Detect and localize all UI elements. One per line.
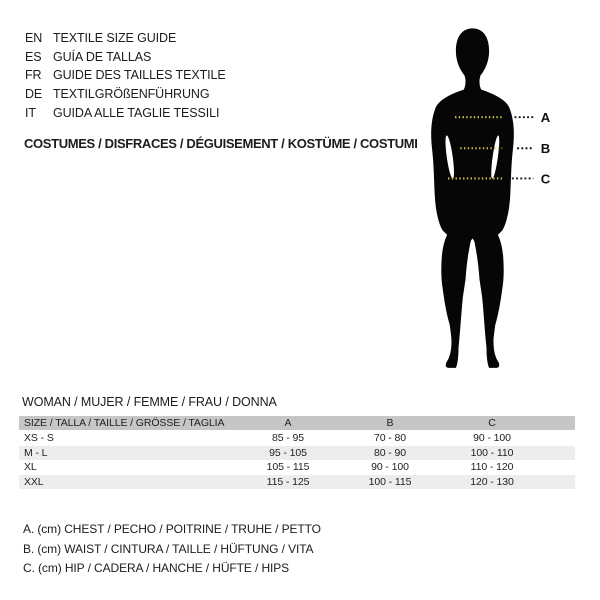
measurement-legend xyxy=(23,520,321,579)
list-item xyxy=(25,29,226,48)
list-item xyxy=(25,104,226,123)
legend-line-waist: B. (cm) WAIST / CINTURA / TAILLE / HÜFTUNG / VITA xyxy=(23,541,314,556)
chest-cell: 115 - 125 xyxy=(266,475,310,488)
table-row xyxy=(19,475,575,490)
waist-cell: 90 - 100 xyxy=(371,461,409,474)
hip-cell: 110 - 120 xyxy=(470,461,514,474)
language-list xyxy=(25,29,226,123)
hip-cell: 100 - 110 xyxy=(470,446,514,459)
size-cell: XS - S xyxy=(24,432,54,445)
list-item xyxy=(25,66,226,85)
legend-line-hip: C. (cm) HIP / CADERA / HANCHE / HÜFTE / HIPS xyxy=(23,561,290,575)
language-label: TEXTILE SIZE GUIDE xyxy=(53,31,177,45)
hip-cell: 120 - 130 xyxy=(470,475,514,488)
legend-line-chest: A. (cm) CHEST / PECHO / POITRINE / TRUHE / PETTO xyxy=(23,522,321,536)
language-label: TEXTILGRÖßENFÜHRUNG xyxy=(53,87,210,102)
woman-silhouette xyxy=(431,28,514,368)
size-table xyxy=(19,416,575,489)
section-title-woman: WOMAN / MUJER / FEMME / FRAU / DONNA xyxy=(22,395,277,409)
table-row xyxy=(19,460,575,475)
category-title: COSTUMES / DISFRACES / DÉGUISEMENT / KOSTÜME / COSTUMI xyxy=(24,136,418,151)
table-header-row xyxy=(19,416,575,430)
table-header-col-b: B xyxy=(386,417,394,429)
language-label: GUIDE DES TAILLES TEXTILE xyxy=(53,68,226,83)
waist-cell: 80 - 90 xyxy=(374,446,406,459)
size-cell: XL xyxy=(24,461,37,474)
size-cell: XXL xyxy=(24,475,44,488)
list-item xyxy=(25,85,226,104)
table-header-size: SIZE / TALLA / TAILLE / GRÖSSE / TAGLIA xyxy=(24,417,225,429)
waist-cell: 70 - 80 xyxy=(374,432,406,445)
table-header-col-a: A xyxy=(284,417,292,429)
table-header-col-c: C xyxy=(488,417,496,429)
chest-cell: 85 - 95 xyxy=(272,432,304,445)
size-cell: M - L xyxy=(24,446,48,459)
language-code: DE xyxy=(25,87,43,102)
list-item xyxy=(25,48,226,67)
woman-figure xyxy=(420,24,560,374)
table-row xyxy=(19,431,575,446)
language-code: FR xyxy=(25,68,42,83)
language-code: EN xyxy=(25,31,43,45)
measure-label-c: C xyxy=(540,171,551,187)
language-code: ES xyxy=(25,49,42,64)
language-code: IT xyxy=(25,105,36,120)
language-label: GUÍA DE TALLAS xyxy=(53,49,152,64)
chest-cell: 105 - 115 xyxy=(266,461,310,474)
language-label: GUIDA ALLE TAGLIE TESSILI xyxy=(53,105,220,120)
measure-label-b: B xyxy=(540,141,551,157)
hip-cell: 90 - 100 xyxy=(473,432,511,445)
chest-cell: 95 - 105 xyxy=(269,446,307,459)
table-row xyxy=(19,446,575,461)
waist-cell: 100 - 115 xyxy=(368,475,412,488)
measure-label-a: A xyxy=(540,110,551,125)
